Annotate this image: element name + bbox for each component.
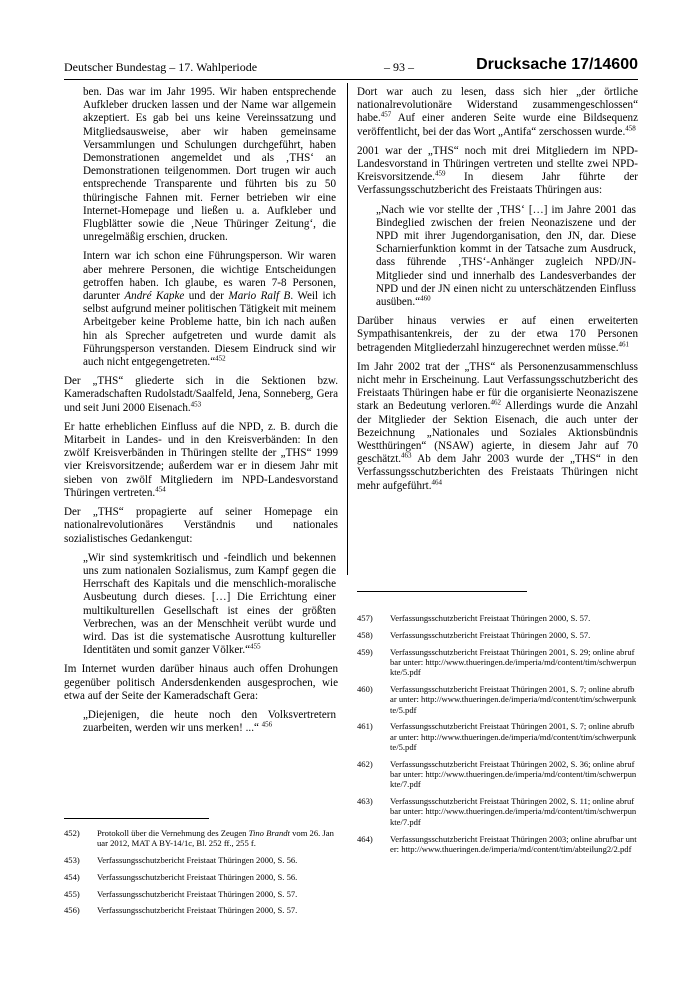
footnote: 456) Verfassungsschutzbericht Freistaat Thüringen 2000, S. 57.	[64, 905, 298, 916]
footnote: 452) Protokoll über die Vernehmung des Zeugen Tino Brandt vom 26. Januar 2012, MAT A BY-14/1c, Bl. 252 ff., 255 f.	[64, 828, 334, 849]
page-header	[64, 56, 638, 76]
body-paragraph: Der „THS“ propagierte auf seiner Homepage ein nationalrevolutionäres Verständnis und nationales sozialistisches Gedankengut:	[64, 506, 338, 545]
body-paragraph: Im Jahr 2002 trat der „THS“ als Personenzusammenschluss nicht mehr in Erscheinung. Laut Verfassungsschutzbericht des Freistaats Thüringen habe er für die organisierte Neonaziszene stark an Bedeutung verloren.$^{462}$ Allerdings wurde die Anzahl der Mitglieder der Sektion Eisenach, die auch unter der Bezeichnung „Nationales und Soziales Aktionsbündnis Westthüringen“ (NSAW) agierte, in diesem Jahr auf 70 geschätzt.$^{463}$ Ab dem Jahr 2003 wurde der „THS“ in den Verfassungsschutzberichten des Freistaats Thüringen nicht mehr aufgeführt.$^{464}$	[357, 360, 638, 492]
footnote-ref: 463	[401, 451, 412, 460]
quote-paragraph: „Nach wie vor stellte der ‚THS‘ […] im Jahre 2001 das Bindeglied zwischen der freien Neonaziszene und der NPD mit ihrer Jugendorganisation, den JN, dar. Diese Scharnierfunktion kommt in der Tatsache zum Ausdruck, dass führende ‚THS‘-Anhänger zugleich NPD/JN-Mitglieder sind und innerhalb des Landesverbandes der NPD und der JN einen nicht zu unterschätzenden Einfluss ausüben.“$^{460}$	[376, 203, 636, 309]
footnotes-right	[357, 613, 638, 861]
footnote-divider	[357, 591, 527, 592]
quote-paragraph: Intern war ich schon eine Führungsperson. Wir waren aber mehrere Personen, die wichtige Entscheidungen getroffen haben. Ich glaube, es waren 7-8 Personen, darunter André Kapke und der Mario Ralf B. Weil ich selbst aufgrund meiner politischen Tätigkeit mit meinem Arbeitgeber keine Probleme hatte, bin ich nach außen hin als Sprecher aufgetreten und wurde damit als Führungsperson verstanden. Diesem Eindruck sind wir auch nicht entgegengetreten.“$^{452}$	[83, 250, 337, 369]
footnote: 462) Verfassungsschutzbericht Freistaat Thüringen 2002, S. 36; online abrufbar unter: http://www.thueringen.de/imperia/md/content/tim/schwerpunkte/7.pdf	[357, 758, 637, 790]
footnote-divider	[64, 818, 209, 819]
header-divider	[64, 79, 638, 80]
body-paragraph: Er hatte erheblichen Einfluss auf die NPD, z. B. durch die Mitarbeit in Landes- und in den Kreisverbänden: In den zwölf Kreisverbänden in Thüringen stellte der „THS“ 1999 vier Kreisvorsitzende; außerdem war er in diesem Jahr mit sieben von zwölf Mitgliedern im NPD-Landesvorstand Thüringen vertreten.$^{454}$	[64, 420, 338, 499]
header-publication: Deutscher Bundestag – 17. Wahlperiode	[64, 60, 258, 74]
footnote: 453) Verfassungsschutzbericht Freistaat Thüringen 2000, S. 56.	[64, 855, 298, 866]
footnote-ref: 458	[625, 123, 636, 132]
footnotes-left	[64, 828, 338, 922]
footnote-ref: 454	[155, 485, 166, 494]
document-number: Drucksache 17/14600	[476, 56, 638, 73]
quote-paragraph: „Wir sind systemkritisch und -feindlich und bekennen uns zum nationalen Sozialismus, zum Kampf gegen die Herrschaft des Kapitals und die menschlich-moralische Ausbeutung durch dieses. […] Die Errichtung einer multikulturellen Gesellschaft ist eines der größten Verbrechen, was an der Menschheit verübt wurde und wird. Das ist die systematische Ausrottung kultureller Identitäten und somit ganzer Völker.“$^{455}$	[83, 551, 336, 657]
body-paragraph: Im Internet wurden darüber hinaus auch offen Drohungen gegenüber politisch Andersdenkenden ausgesprochen, wie etwa auf der Seite der Kameradschaft Gera:	[64, 663, 338, 702]
footnote: 455) Verfassungsschutzbericht Freistaat Thüringen 2000, S. 57.	[64, 888, 298, 899]
footnote: 457) Verfassungsschutzbericht Freistaat Thüringen 2000, S. 57.	[357, 613, 591, 623]
footnote-ref: 461	[618, 339, 630, 348]
footnote-ref: 464	[431, 478, 443, 486]
body-paragraph: Darüber hinaus verwies er auf einen erweiterten Sympathisantenkreis, der zu der etwa 170 Personen betragenden Mitgliederzahl hinzugerechnet werden müsse.$^{461}$	[357, 315, 638, 354]
footnote-ref: 460	[420, 294, 431, 303]
page-number: – 93 –	[384, 60, 414, 74]
quote-paragraph: „Diejenigen, die heute noch den Volksvertretern zuarbeiten, werden wir uns merken! ...“ $^{456}$	[83, 708, 336, 735]
footnote-ref: 459	[434, 169, 446, 178]
body-paragraph: Der „THS“ gliederte sich in die Sektionen bzw. Kameradschaften Rudolstadt/Saalfeld, Jena, Sonneberg, Gera und seit Juni 2000 Eisenach.$^{453}$	[64, 375, 338, 414]
footnote: 458) Verfassungsschutzbericht Freistaat Thüringen 2000, S. 57.	[357, 629, 591, 640]
body-paragraph: 2001 war der „THS“ noch mit drei Mitgliedern im NPD-Landesvorstand in Thüringen vertreten und stellte zwei NPD-Kreisvorsitzende.$^{459}$ In diesem Jahr führte der Verfassungsschutzbericht des Freistaats Thüringen aus:	[357, 144, 638, 197]
footnote-ref: 462	[490, 398, 501, 407]
right-column	[357, 86, 638, 499]
footnote: 460) Verfassungsschutzbericht Freistaat Thüringen 2001, S. 7; online abrufbar unter: http://www.thueringen.de/imperia/md/content/tim/schwerpunkte/5.pdf	[357, 683, 637, 715]
footnote-ref: 453	[190, 399, 202, 408]
footnote: 464) Verfassungsschutzbericht Freistaat Thüringen 2003; online abrufbar unter: http://www.thueringen.de/imperia/md/content/tim/abteilung2/2.pdf	[357, 833, 637, 854]
column-divider	[347, 83, 348, 575]
footnote-ref: 456	[261, 720, 273, 729]
footnote: 454) Verfassungsschutzbericht Freistaat Thüringen 2000, S. 56.	[64, 871, 298, 882]
footnote-ref: 452	[215, 354, 226, 363]
footnote: 461) Verfassungsschutzbericht Freistaat Thüringen 2001, S. 7; online abrufbar unter: http://www.thueringen.de/imperia/md/content/tim/schwerpunkte/5.pdf	[357, 721, 637, 752]
quote-paragraph: ben. Das war im Jahr 1995. Wir haben entsprechende Aufkleber drucken lassen und der Name war allgemein akzeptiert. Es gab bei uns keine Vereinssatzung und Mitgliedsausweise, aber wir haben gemeinsame Versammlungen und Schulungen durchgeführt, haben Demonstrationen angemeldet und als ‚THS‘ an Demonstrationen teilgenommen. Dort trugen wir auch entsprechende Transparente und führten bis zu 50 thüringische Fahnen mit. Ferner betrieben wir eine Internet-Homepage und ließen u. a. Aufkleber und Flugblätter sowie die ‚Neue Thüringer Zeitung‘, die unregelmäßig erschien, drucken.	[83, 86, 336, 244]
left-column	[64, 86, 338, 741]
footnote-ref: 457	[380, 110, 392, 119]
footnote: 459) Verfassungsschutzbericht Freistaat Thüringen 2001, S. 29; online abrufbar unter: http://www.thueringen.de/imperia/md/content/tim/schwerpunkte/5.pdf	[357, 646, 637, 678]
footnote: 463) Verfassungsschutzbericht Freistaat Thüringen 2002, S. 11; online abrufbar unter: http://www.thueringen.de/imperia/md/content/tim/schwerpunkte/7.pdf	[357, 796, 637, 827]
footnote-ref: 455	[250, 642, 261, 651]
body-paragraph: Dort war auch zu lesen, dass sich hier „der örtliche nationalrevolutionäre Widerstand zusammengeschlossen“ habe.$^{457}$ Auf einer anderen Seite wurde eine Bildsequenz veröffentlicht, bei der das Wort „Antifa“ zerschossen wurde.$^{458}$	[357, 86, 638, 138]
